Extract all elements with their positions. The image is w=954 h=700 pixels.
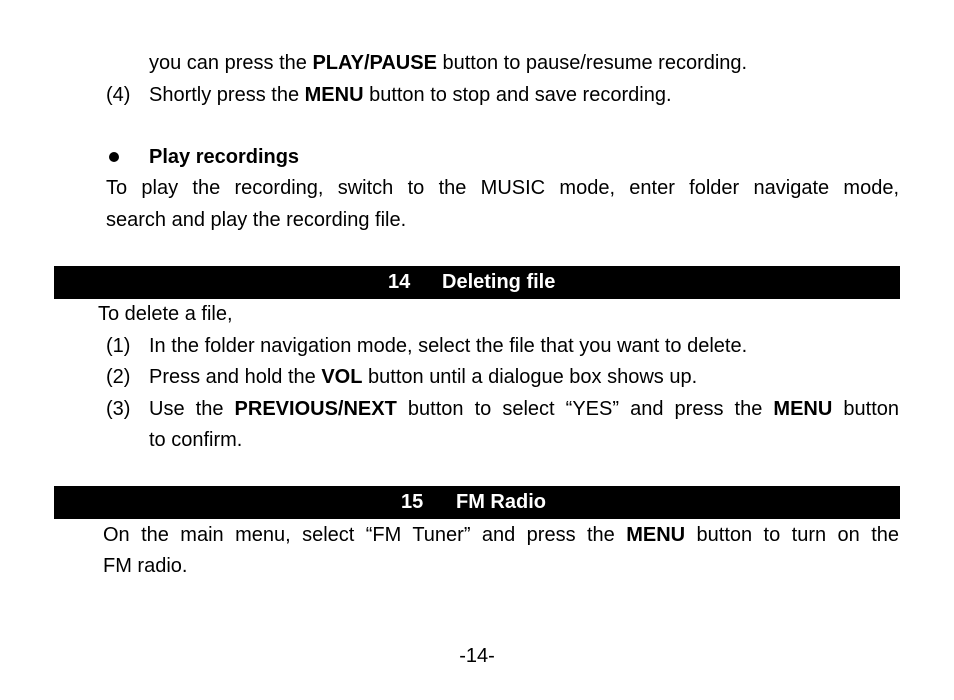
bullet-icon (109, 152, 119, 162)
delete-step3-line2: to confirm. (149, 429, 243, 451)
menu-label: MENU (773, 398, 833, 420)
step-number: (1) (106, 335, 131, 357)
text-run: you can press the (149, 52, 313, 74)
step-number: (2) (106, 366, 131, 388)
fm-radio-line2: FM radio. (103, 555, 188, 577)
text-run: button to pause/resume recording. (436, 52, 748, 74)
text-run: Use the (149, 398, 235, 420)
section-title: Deleting file (442, 271, 556, 293)
step-number: (4) (106, 84, 131, 106)
vol-label: VOL (321, 366, 363, 388)
section-14-header (54, 266, 900, 299)
section-title: FM Radio (456, 491, 546, 513)
text-run: Press and hold the (149, 366, 322, 388)
previous-next-label: PREVIOUS/NEXT (234, 398, 397, 420)
text-run: button (832, 398, 900, 420)
step3-continued-text (149, 51, 747, 75)
text-run: button to select “YES” and press the (396, 398, 774, 420)
section-15-header (54, 486, 900, 519)
delete-intro: To delete a file, (98, 303, 233, 325)
text-run: button to stop and save recording. (363, 84, 672, 106)
delete-step3-text (149, 397, 899, 421)
step4-text (149, 83, 672, 107)
text-run: On the main menu, select “FM Tuner” and press the (103, 524, 627, 546)
play-recordings-line1: To play the recording, switch to the MUSIC mode, enter folder navigate mode, (106, 177, 899, 199)
menu-label: MENU (304, 84, 364, 106)
play-recordings-heading: Play recordings (149, 146, 300, 168)
text-run: button to turn on the (685, 524, 899, 546)
play-pause-label: PLAY/PAUSE (312, 52, 437, 74)
step-number: (3) (106, 398, 131, 420)
delete-step2-text (149, 365, 697, 389)
fm-radio-line1 (103, 523, 899, 547)
section-number: 15 (401, 491, 424, 513)
section-number: 14 (388, 271, 411, 293)
menu-label: MENU (626, 524, 686, 546)
play-recordings-line2: search and play the recording file. (106, 209, 407, 231)
delete-step1-text: In the folder navigation mode, select the file that you want to delete. (149, 335, 748, 357)
page-number: -14- (459, 645, 495, 667)
text-run: button until a dialogue box shows up. (362, 366, 698, 388)
text-run: Shortly press the (149, 84, 305, 106)
